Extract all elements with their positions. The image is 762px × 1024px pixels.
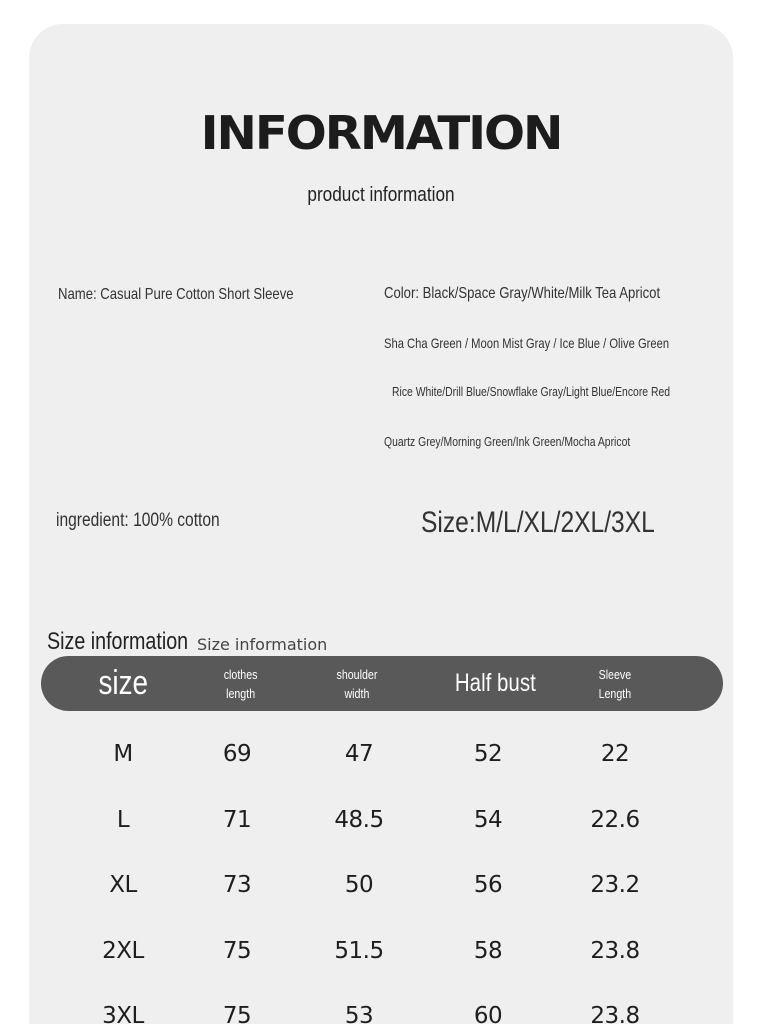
cell-sleeve-length: 23.2 [590, 872, 640, 898]
cell-half-bust: 52 [473, 741, 503, 767]
size-heading-main: Size information [47, 628, 189, 655]
cell-clothes-length: 75 [222, 937, 252, 964]
table-row [29, 855, 733, 921]
table-row [29, 790, 733, 856]
color-line-3 [392, 384, 733, 399]
cell-shoulder-width: 51.5 [334, 937, 384, 964]
header-sleeve-line-2: Length [598, 685, 632, 701]
cell-shoulder-width: 50 [344, 872, 374, 898]
page-subtitle [78, 184, 683, 207]
cell-sleeve-length: 23.8 [590, 1003, 640, 1024]
cell-size: M [113, 741, 133, 767]
cell-shoulder-width: 53 [344, 1003, 374, 1024]
cell-shoulder-width: 47 [344, 741, 374, 767]
cell-clothes-length: 73 [222, 872, 252, 898]
cell-clothes-length: 69 [222, 741, 252, 767]
header-clothes-line-1: clothes [224, 666, 258, 682]
header-clothes-line-2: length [226, 685, 256, 701]
cell-half-bust: 60 [473, 1003, 503, 1024]
table-row [29, 724, 733, 790]
header-half-bust-label: Half bust [454, 669, 536, 697]
size-information-heading [47, 628, 328, 656]
header-clothes-length-label [224, 665, 258, 703]
available-sizes-text: Size:M/L/XL/2XL/3XL [421, 506, 655, 539]
color-line-3-text: Rice White/Drill Blue/Snowflake Gray/Light Blue/Encore Red [392, 384, 671, 399]
cell-size: 2XL [102, 937, 144, 964]
size-table-body [29, 724, 733, 1024]
header-clothes-length [191, 656, 291, 711]
table-row [29, 921, 733, 987]
color-line-2 [384, 335, 733, 351]
header-size [71, 656, 175, 711]
header-shoulder-line-2: width [344, 685, 370, 701]
cell-clothes-length: 75 [222, 1003, 252, 1024]
cell-half-bust: 54 [473, 806, 503, 833]
cell-half-bust: 58 [473, 937, 503, 964]
cell-size: 3XL [102, 1003, 144, 1024]
cell-clothes-length: 71 [222, 806, 252, 833]
size-heading-sub: Size information [197, 635, 328, 654]
header-sleeve-length-label [599, 665, 632, 703]
header-sleeve-line-1: Sleeve [598, 666, 632, 682]
color-line-4-text: Quartz Grey/Morning Green/Ink Green/Mocha Apricot [384, 434, 631, 449]
ingredient-text: ingredient: 100% cotton [56, 510, 220, 531]
header-sleeve-length [565, 656, 665, 711]
color-line-1 [384, 285, 721, 303]
page-title: INFORMATION [200, 106, 562, 160]
header-shoulder-width [307, 656, 407, 711]
header-size-label: size [98, 664, 148, 702]
available-sizes [421, 506, 706, 540]
cell-half-bust: 56 [473, 872, 503, 898]
product-name [58, 286, 345, 304]
color-line-4 [384, 434, 692, 449]
info-card [29, 24, 733, 1024]
header-shoulder-width-label [337, 665, 378, 703]
cell-size: XL [109, 872, 137, 898]
cell-sleeve-length: 22 [600, 741, 630, 767]
size-table-header [41, 656, 723, 711]
cell-sleeve-length: 22.6 [590, 806, 640, 833]
ingredient [56, 510, 256, 532]
cell-sleeve-length: 23.8 [590, 937, 640, 964]
product-name-text: Name: Casual Pure Cotton Short Sleeve [58, 286, 294, 303]
header-shoulder-line-1: shoulder [336, 666, 378, 682]
page-subtitle-text: product information [307, 184, 455, 206]
table-row [29, 986, 733, 1024]
color-line-1-text: Color: Black/Space Gray/White/Milk Tea Apricot [384, 285, 661, 302]
cell-shoulder-width: 48.5 [334, 806, 384, 833]
color-line-2-text: Sha Cha Green / Moon Mist Gray / Ice Blue / Olive Green [384, 335, 670, 351]
header-half-bust [425, 656, 565, 711]
cell-size: L [116, 806, 130, 833]
